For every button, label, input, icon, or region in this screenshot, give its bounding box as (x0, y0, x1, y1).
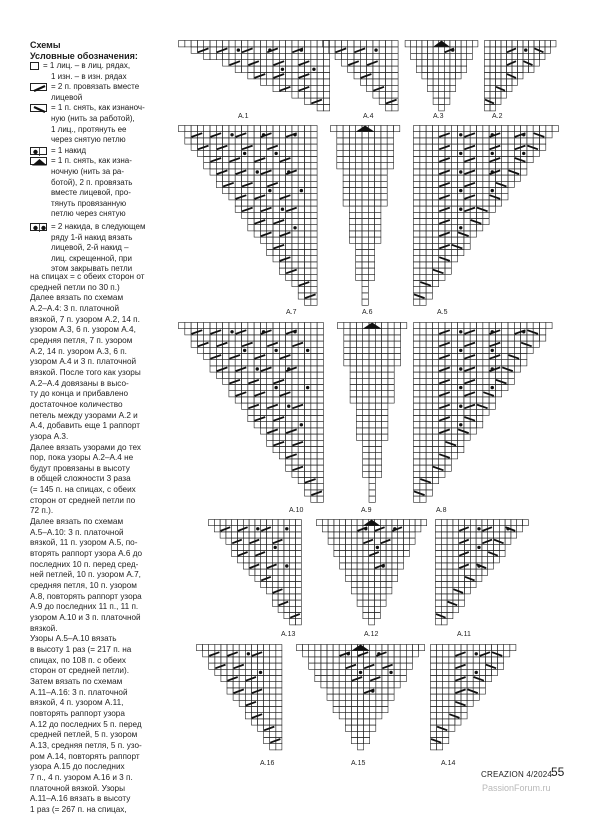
chart-label: A.14 (441, 760, 456, 767)
chart-a12 (316, 519, 426, 638)
chart-label: A.12 (364, 631, 379, 638)
chart-label: A.5 (437, 309, 448, 316)
chart-a9 (337, 322, 406, 514)
legend-item-slip (30, 103, 182, 145)
chart-a15 (296, 644, 424, 767)
legend-item-k2tog (30, 82, 182, 103)
legend-item-text: = 1 п. снять, как изна- ночную (нить за ра- ботой), 2 п. провязать вместе лицевой, про- тянуть провязанную петлю через снятую (51, 156, 133, 219)
chart-label: A.6 (362, 309, 373, 316)
chart-label: A.15 (351, 760, 366, 767)
k2tog-icon (30, 83, 47, 91)
legend-item-text: = 1 п. снять, как изнаноч- ную (нить за работой), 1 лиц., протянуть ее через снятую петлю (51, 103, 145, 145)
slip-icon (30, 104, 47, 112)
chart-label: A.4 (363, 113, 374, 120)
yarn-over-icon (30, 147, 47, 155)
page-number: 55 (551, 765, 565, 779)
chart-a6 (330, 125, 399, 316)
legend-item-yo (30, 146, 182, 157)
chart-label: A.7 (286, 309, 297, 316)
chart-label: A.16 (260, 760, 275, 767)
magazine-issue: CREAZION 4/2024 (481, 770, 553, 779)
chart-a10 (178, 322, 323, 514)
chart-label: A.8 (436, 507, 447, 514)
legend-item-text: = 1 лиц. – в лиц. рядах, 1 изн. – в изн. рядах (43, 61, 131, 81)
chart-a2 (484, 40, 556, 120)
chart-label: A.2 (492, 113, 503, 120)
chart-a11 (435, 519, 528, 638)
chart-a1 (178, 40, 329, 120)
chart-a16 (196, 644, 281, 767)
legend-title: Схемы (30, 40, 61, 50)
chart-a3 (399, 40, 477, 120)
double-decrease-icon (30, 157, 47, 165)
instructions-text: на спицах = с обеих сторон от средней петли по 30 п.) Далее вязать по схемам А.2–А.4: 3 п. платочной вязкой, 7 п. узором А.2, 14 п. узором А.3, 6 п. узором А.4, средняя петля, 7 п. узором А.2, 14 п. узором А.3, 6 п. узором А.4 и 3 п. платочной вязкой. После того как узоры А.2–А.4 довязаны в высо- ту до конца и прибавлено достаточное количество петель между узорами А.2 и А.4, добавить еще 1 раппорт узора А.3. Далее вязать узорами до тех пор, пока узоры А.2–А.4 не будут провязаны в высоту в общей сложности 3 раза (= 145 п. на спицах, с обеих сторон от средней петли по 72 п.). Далее вязать по схемам А.5–А.10: 3 п. платочной вязкой, 11 п. узором А.5, по- вторять раппорт узора А.6 до последних 10 п. перед сред- ней петлей, 10 п. узором А.7, средняя петля, 10 п. узором А.8, повторять раппорт узора А.9 до последних 11 п., 11 п. узором А.10 и 3 п. платочной вязкой. Узоры А.5–А.10 вязать в высоту 1 раз (= 217 п. на спицах, по 108 п. с обеих сторон от средней петли). Затем вязать по схемам А.11–А.16: 3 п. платочной вязкой, 4 п. узором А.11, повторять раппорт узора А.12 до последних 5 п. перед средней петлей, 5 п. узором А.13, средняя петля, 5 п. узо- ром А.14, повторять раппорт узора А.15 до последних 7 п., 4 п. узором А.16 и 3 п. платочной вязкой. Узоры А.11–А.16 вязать в высоту 1 раз (= 267 п. на спицах, (30, 272, 145, 814)
chart-a4 (322, 40, 398, 120)
empty-cell-icon (30, 62, 39, 70)
chart-a7 (178, 125, 317, 316)
legend-subtitle: Условные обозначения: (30, 50, 138, 61)
chart-label: A.10 (289, 507, 304, 514)
legend-item-double-yo (30, 222, 182, 275)
legend-item-text: = 2 накида, в следующем ряду 1-й накид вязать лицевой, 2-й накид – лиц. скрещенной, при этом закрывать петли (51, 221, 146, 274)
chart-label: A.13 (281, 631, 296, 638)
legend-item-text: = 1 накид (51, 145, 87, 155)
chart-label: A.9 (361, 507, 372, 514)
chart-label: A.1 (238, 113, 249, 120)
chart-a8 (413, 322, 552, 514)
chart-a14 (430, 644, 515, 767)
chart-label: A.3 (433, 113, 444, 120)
chart-label: A.11 (457, 631, 471, 638)
legend (30, 40, 182, 275)
chart-a13 (208, 519, 301, 638)
watermark: PassionForum.ru (482, 783, 551, 793)
legend-item-knit (30, 61, 182, 82)
legend-item-text: = 2 п. провязать вместе лицевой (51, 82, 140, 102)
chart-a5 (413, 125, 558, 316)
legend-item-double-decrease (30, 156, 182, 220)
double-yarn-over-icon (30, 223, 47, 231)
